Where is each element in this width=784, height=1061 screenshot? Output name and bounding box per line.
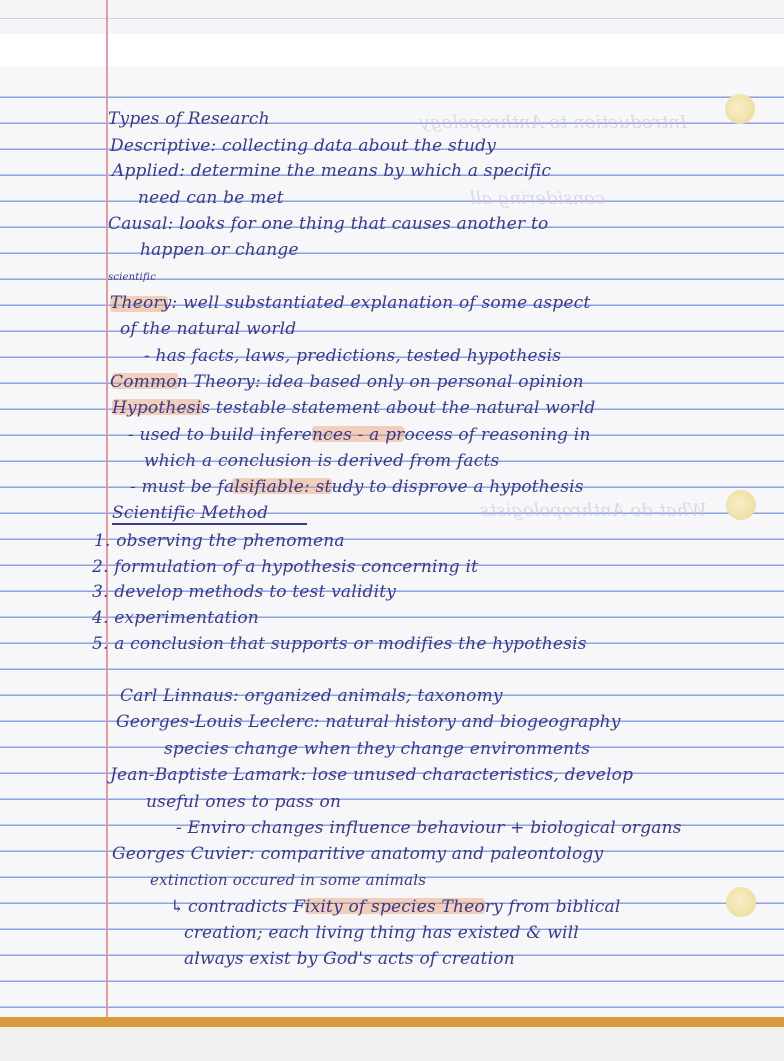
- note-heading: Scientific Method: [112, 503, 269, 523]
- arrow-icon: ↳: [170, 897, 185, 917]
- note-line: happen or change: [140, 240, 299, 260]
- bleed-through-text: Introduction to Anthropology: [420, 112, 688, 133]
- bleed-through-text: considering all: [470, 188, 606, 209]
- note-line: - Enviro changes influence behaviour + biological organs: [176, 818, 682, 838]
- note-line: - used to build inferences - a process of reasoning in: [128, 425, 591, 445]
- note-line: Types of Research: [108, 109, 270, 129]
- note-line: species change when they change environments: [164, 739, 591, 759]
- top-paper-strip: [0, 0, 784, 34]
- note-line: 3. develop methods to test validity: [92, 582, 397, 602]
- note-line: of the natural world: [120, 319, 297, 339]
- bottom-edge-band: [0, 1017, 784, 1027]
- note-line: Hypothesis testable statement about the natural world: [112, 398, 596, 418]
- top-strip-rule: [0, 18, 784, 19]
- note-line: Georges-Louis Leclerc: natural history and biogeography: [116, 712, 621, 732]
- heading-underline: [112, 523, 307, 525]
- scan-background: [0, 1027, 784, 1061]
- note-line: always exist by God's acts of creation: [184, 949, 515, 969]
- note-line: Theory: well substantiated explanation of some aspect: [110, 293, 591, 313]
- note-line: extinction occured in some animals: [150, 871, 427, 889]
- note-line: - has facts, laws, predictions, tested hypothesis: [144, 346, 562, 366]
- note-line: need can be met: [138, 188, 284, 208]
- note-line: scientific: [108, 272, 157, 283]
- note-line: 2. formulation of a hypothesis concerning it: [92, 557, 479, 577]
- punch-hole-middle: [726, 490, 756, 520]
- note-line: 1. observing the phenomena: [94, 531, 345, 551]
- note-line: 5. a conclusion that supports or modifies the hypothesis: [92, 634, 587, 654]
- note-line: Common Theory: idea based only on personal opinion: [110, 372, 584, 392]
- note-line: Causal: looks for one thing that causes another to: [108, 214, 549, 234]
- note-line: useful ones to pass on: [146, 792, 342, 812]
- note-line: Carl Linnaus: organized animals; taxonomy: [120, 686, 503, 706]
- punch-hole-bottom: [726, 887, 756, 917]
- note-line: 4. experimentation: [92, 608, 259, 628]
- note-line: which a conclusion is derived from facts: [144, 451, 500, 471]
- note-line: contradicts Fixity of species Theory from biblical: [188, 897, 621, 917]
- note-line: creation; each living thing has existed & will: [184, 923, 579, 943]
- bleed-through-text: What do Anthropologists: [480, 500, 707, 521]
- margin-line: [106, 0, 108, 1021]
- note-line: Applied: determine the means by which a specific: [112, 161, 552, 181]
- note-line: Jean-Baptiste Lamark: lose unused characteristics, develop: [110, 765, 634, 785]
- punch-hole-top: [725, 94, 755, 124]
- note-line: - must be falsifiable: study to disprove a hypothesis: [130, 477, 584, 497]
- note-line: Descriptive: collecting data about the study: [110, 136, 497, 156]
- note-line: Georges Cuvier: comparitive anatomy and paleontology: [112, 844, 604, 864]
